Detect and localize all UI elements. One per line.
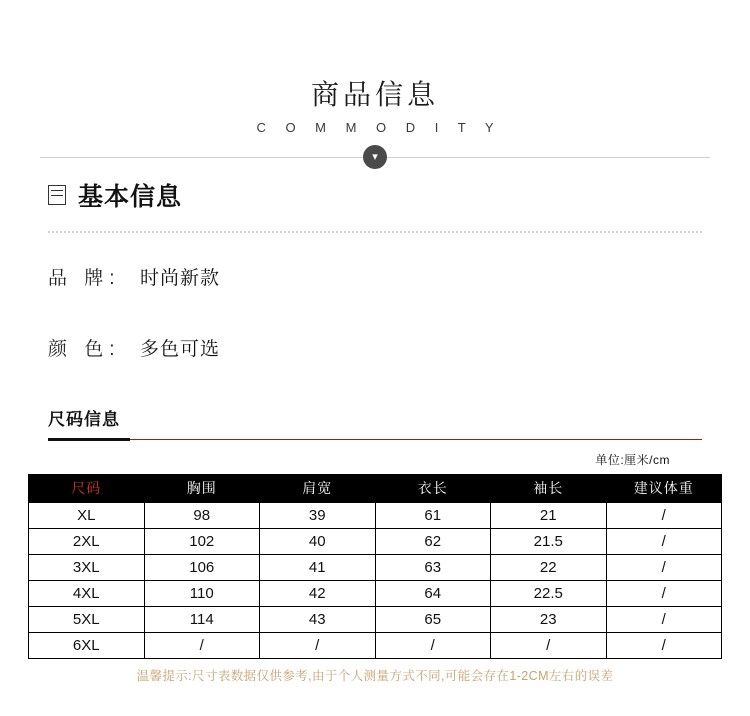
column-header-bust: 胸围 (144, 474, 260, 502)
cell-sleeve: 22 (491, 554, 607, 580)
chevron-down-icon: ▾ (363, 145, 387, 169)
size-info-heading (48, 405, 120, 436)
cell-bust: 110 (144, 580, 260, 606)
cell-size: 6XL (29, 632, 145, 658)
cell-bust: 102 (144, 528, 260, 554)
list-icon (48, 185, 66, 205)
table-row (29, 502, 722, 528)
cell-sleeve: 23 (491, 606, 607, 632)
cell-size: 4XL (29, 580, 145, 606)
column-header-length: 衣长 (375, 474, 491, 502)
cell-bust: 114 (144, 606, 260, 632)
column-header-weight: 建议体重 (606, 474, 722, 502)
cell-bust: 106 (144, 554, 260, 580)
cell-weight: / (606, 528, 722, 554)
list-item (48, 334, 702, 361)
column-header-shoulder: 肩宽 (260, 474, 376, 502)
cell-length: 64 (375, 580, 491, 606)
basic-info-divider (48, 231, 702, 233)
size-table-container (0, 474, 750, 684)
cell-shoulder: 41 (260, 554, 376, 580)
table-row (29, 554, 722, 580)
size-info-underline (48, 438, 702, 441)
basic-info-heading (48, 177, 702, 213)
page-subtitle: C O M M O D I T Y (256, 119, 502, 135)
cell-length: 65 (375, 606, 491, 632)
cell-bust: / (144, 632, 260, 658)
color-label: 颜 色: (48, 338, 121, 360)
basic-info-section (0, 177, 750, 361)
brand-label: 品 牌: (48, 267, 121, 289)
page-title: 商品信息 (310, 79, 439, 110)
cell-sleeve: 21.5 (491, 528, 607, 554)
brand-value: 时尚新款 (140, 267, 221, 289)
cell-shoulder: 42 (260, 580, 376, 606)
cell-size: XL (29, 502, 145, 528)
size-info-section (0, 405, 750, 468)
cell-size: 2XL (29, 528, 145, 554)
cell-weight: / (606, 580, 722, 606)
cell-weight: / (606, 502, 722, 528)
cell-weight: / (606, 554, 722, 580)
page-header (0, 0, 750, 163)
size-tip-note: 温馨提示:尺寸表数据仅供参考,由于个人测量方式不同,可能会存在1-2CM左右的误差 (136, 668, 614, 683)
cell-shoulder: 40 (260, 528, 376, 554)
cell-length: 63 (375, 554, 491, 580)
cell-length: 62 (375, 528, 491, 554)
basic-info-title: 基本信息 (78, 182, 183, 211)
table-row (29, 632, 722, 658)
cell-sleeve: 22.5 (491, 580, 607, 606)
cell-shoulder: 43 (260, 606, 376, 632)
cell-length: / (375, 632, 491, 658)
basic-info-list (48, 263, 702, 361)
table-row (29, 580, 722, 606)
table-row (29, 528, 722, 554)
color-value: 多色可选 (140, 338, 221, 360)
cell-size: 5XL (29, 606, 145, 632)
cell-size: 3XL (29, 554, 145, 580)
cell-shoulder: / (260, 632, 376, 658)
cell-length: 61 (375, 502, 491, 528)
cell-sleeve: 21 (491, 502, 607, 528)
cell-weight: / (606, 632, 722, 658)
size-table (28, 474, 722, 659)
table-header-row (29, 474, 722, 502)
cell-shoulder: 39 (260, 502, 376, 528)
column-header-sleeve: 袖长 (491, 474, 607, 502)
cell-weight: / (606, 606, 722, 632)
unit-note: 单位:厘米/cm (595, 452, 670, 467)
list-item (48, 263, 702, 290)
cell-bust: 98 (144, 502, 260, 528)
column-header-size: 尺码 (29, 474, 145, 502)
cell-sleeve: / (491, 632, 607, 658)
table-row (29, 606, 722, 632)
size-info-title: 尺码信息 (48, 409, 120, 429)
